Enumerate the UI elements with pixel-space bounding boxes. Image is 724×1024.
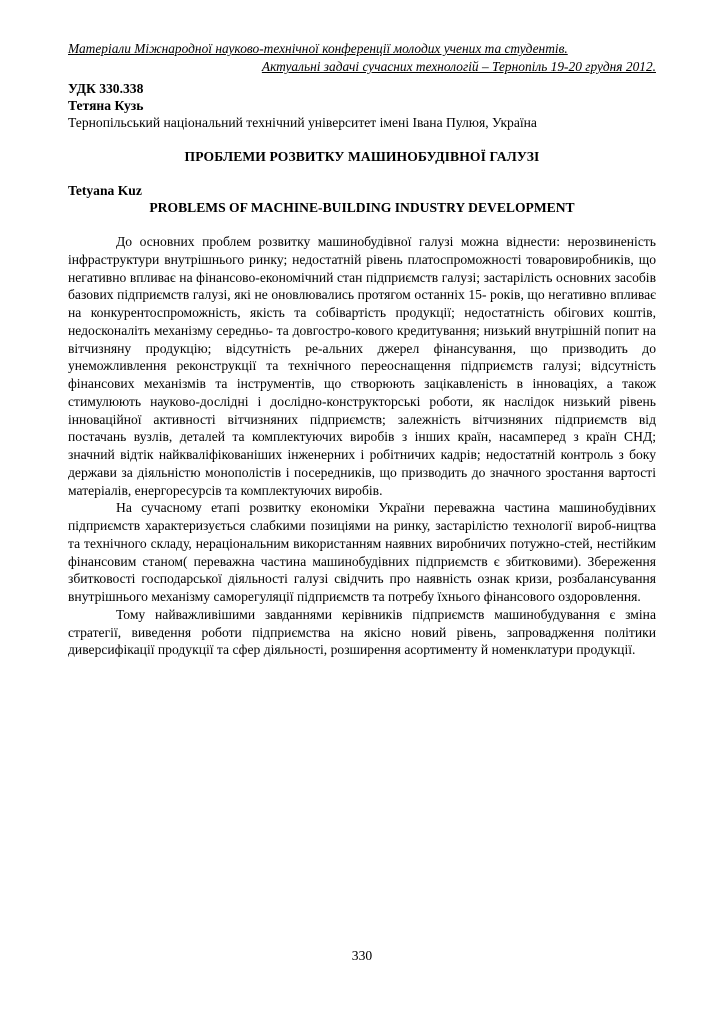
paper-title-english: PROBLEMS OF MACHINE-BUILDING INDUSTRY DEVELOPMENT xyxy=(149,200,575,215)
paper-body xyxy=(68,233,656,659)
author-name-english: Tetyana Kuz xyxy=(68,183,142,198)
author-affiliation: Тернопільський національний технічний університет імені Івана Пулюя, Україна xyxy=(68,115,537,130)
author-name: Тетяна Кузь xyxy=(68,98,144,113)
body-paragraph-3: Тому найважливішими завданнями керівників підприємств машинобудування є зміна стратегії, виведення роботи підприємства на якісно новий рівень, запровадження політики диверсифікації продукції та сфер діяльності, розширення асортименту й номенклатури продукції. xyxy=(68,606,656,658)
page-number: 330 xyxy=(351,948,373,963)
paper-title-ukrainian: ПРОБЛЕМИ РОЗВИТКУ МАШИНОБУДІВНОЇ ГАЛУЗІ xyxy=(184,149,540,164)
conference-header-line-1: Матеріали Міжнародної науково-технічної конференції молодих учених та студентів. xyxy=(68,41,568,56)
body-paragraph-1: До основних проблем розвитку машинобудівної галузі можна віднести: нерозвиненість інфраструктури внутрішнього ринку; недостатній рівень платоспроможності товаровиробників, що негативно впливає на фінансово-економічний стан підприємств галузі; застарілість основних засобів базових підприємств галузі, які не оновлювались протягом останніх 15- років, що негативно впливає на конкурентоспроможність, якість та собівартість продукції; недостатність обігових коштів, недосконаліть механізму середньо- та довгостро-кового кредитування; низький внутрішній попит на вітчизняну продукцію; відсутність ре-альних джерел фінансування, що призводить до унеможливлення реконструкції та технічного переоснащення підприємств галузі; відсутність фінансових механізмів та інструментів, що створюють зацікавленість в інноваціях, а також стимулюють науково-дослідні і дослідно-конструкторські роботи, як наслідок низький рівень інноваційної активності вітчизняних підприємств; залежність вітчизняних підприємств від постачань вузлів, деталей та комплектуючих виробів з інших країн, насамперед з країн СНД; значний відтік найкваліфікованіших інженерних і робітничих кадрів; недостатній контроль з боку держави за діяльністю монополістів і посередників, що призводить до значного зростання вартості матеріалів, енергоресурсів та комплектуючих виробів. xyxy=(68,234,656,498)
body-paragraph-2: На сучасному етапі розвитку економіки України переважна частина машинобудівних підприємств характеризується слабкими позиціями на ринку, застарілістю технології вироб-ництва та технічного складу, нераціональним використанням наявних виробничих потужно-стей, нестійким фінансовим станом( переважна частина машинобудівних підприємств є збитковими). Збереження збитковості господарської діяльності галузі свідчить про наявність ознак кризи, розбалансування внутрішнього механізму саморегуляції підприємств та потребу їхнього фінансового оздоровлення. xyxy=(68,500,656,604)
conference-header-line-2: Актуальні задачі сучасних технологій – Тернопіль 19-20 грудня 2012. xyxy=(261,59,656,74)
page xyxy=(68,40,656,659)
udk-code: УДК 330.338 xyxy=(68,81,144,96)
